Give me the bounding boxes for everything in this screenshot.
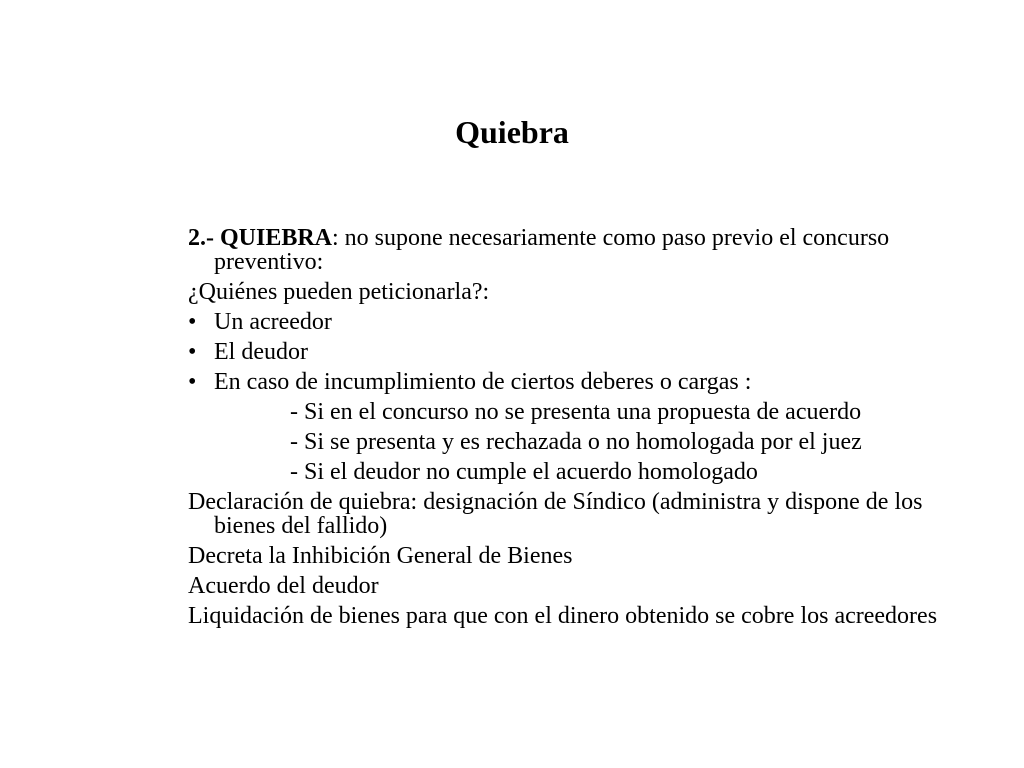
body-paragraph: Acuerdo del deudor <box>188 573 379 599</box>
body-paragraph: Decreta la Inhibición General de Bienes <box>188 543 573 569</box>
bullet-glyph: • <box>188 339 197 365</box>
bullet-glyph: • <box>188 369 197 395</box>
sub-item: - Si se presenta y es rechazada o no homologada por el juez <box>290 429 862 455</box>
question-paragraph: ¿Quiénes pueden peticionarla?: <box>188 279 490 305</box>
body-paragraph: Declaración de quiebra: designación de Síndico (administra y dispone de los bienes del fallido) <box>188 489 923 539</box>
intro-text: : no supone necesariamente como paso previo el concurso preventivo: <box>214 225 890 275</box>
slide-content <box>188 226 978 634</box>
bullet-item <box>188 340 978 364</box>
bullet-text: Un acreedor <box>214 309 332 335</box>
slide-title: Quiebra <box>455 114 569 150</box>
bullet-text: El deudor <box>214 339 308 365</box>
intro-prefix: 2.- QUIEBRA <box>188 225 333 251</box>
bullet-item <box>188 370 978 394</box>
bullet-glyph: • <box>188 309 197 335</box>
sub-item: - Si el deudor no cumple el acuerdo homologado <box>290 459 758 485</box>
body-paragraph: Liquidación de bienes para que con el dinero obtenido se cobre los acreedores <box>188 603 938 629</box>
sub-item: - Si en el concurso no se presenta una propuesta de acuerdo <box>290 399 862 425</box>
intro-paragraph <box>188 226 978 274</box>
bullet-item <box>188 310 978 334</box>
bullet-text: En caso de incumplimiento de ciertos deberes o cargas : <box>214 369 752 395</box>
